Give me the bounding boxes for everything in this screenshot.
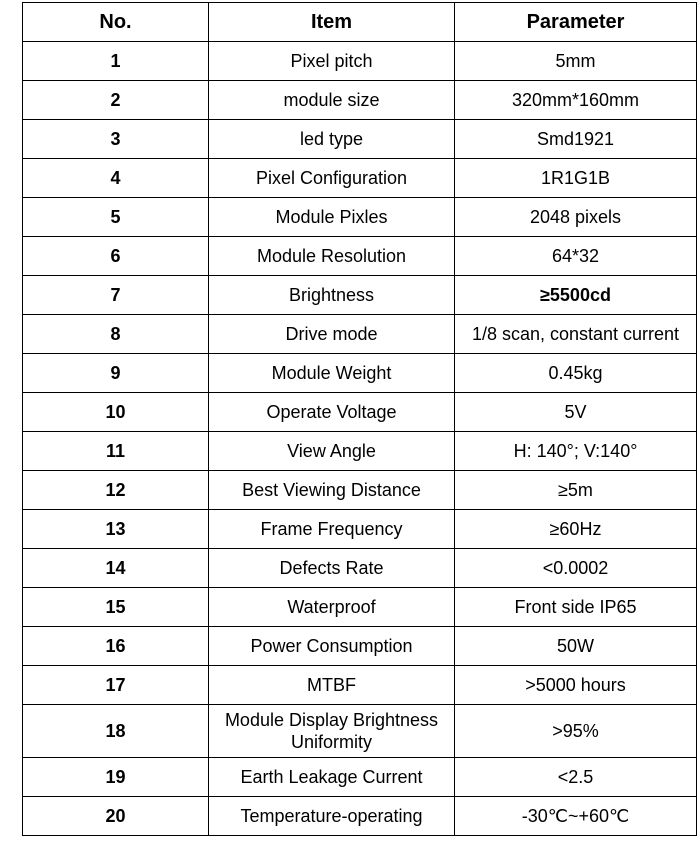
table-row [23, 797, 697, 836]
row-number: 12 [23, 471, 209, 510]
table-row [23, 588, 697, 627]
table-row [23, 315, 697, 354]
row-parameter: 5V [455, 393, 697, 432]
row-number: 11 [23, 432, 209, 471]
spec-table [22, 2, 697, 836]
row-number: 17 [23, 666, 209, 705]
row-item: View Angle [209, 432, 455, 471]
row-number: 2 [23, 81, 209, 120]
table-row [23, 549, 697, 588]
table-row [23, 198, 697, 237]
table-row [23, 432, 697, 471]
row-number: 5 [23, 198, 209, 237]
row-parameter: 0.45kg [455, 354, 697, 393]
row-parameter: 50W [455, 627, 697, 666]
row-parameter: 5mm [455, 42, 697, 81]
table-row [23, 393, 697, 432]
row-number: 15 [23, 588, 209, 627]
header-row [23, 3, 697, 42]
row-number: 19 [23, 758, 209, 797]
row-parameter: 320mm*160mm [455, 81, 697, 120]
row-number: 16 [23, 627, 209, 666]
row-number: 10 [23, 393, 209, 432]
row-item: Operate Voltage [209, 393, 455, 432]
table-row [23, 159, 697, 198]
row-item: led type [209, 120, 455, 159]
row-parameter: H: 140°; V:140° [455, 432, 697, 471]
row-item: Module Weight [209, 354, 455, 393]
table-row [23, 705, 697, 758]
header-no: No. [23, 3, 209, 42]
row-parameter: Smd1921 [455, 120, 697, 159]
table-row [23, 471, 697, 510]
row-parameter: <0.0002 [455, 549, 697, 588]
row-item: Power Consumption [209, 627, 455, 666]
row-number: 9 [23, 354, 209, 393]
row-item: Temperature-operating [209, 797, 455, 836]
row-item: Drive mode [209, 315, 455, 354]
row-parameter: 1/8 scan, constant current [455, 315, 697, 354]
row-item: Earth Leakage Current [209, 758, 455, 797]
row-parameter: ≥5500cd [455, 276, 697, 315]
row-item: MTBF [209, 666, 455, 705]
header-parameter: Parameter [455, 3, 697, 42]
row-parameter: ≥5m [455, 471, 697, 510]
row-parameter: >95% [455, 705, 697, 758]
row-item: Pixel pitch [209, 42, 455, 81]
row-parameter: ≥60Hz [455, 510, 697, 549]
table-row [23, 666, 697, 705]
header-item: Item [209, 3, 455, 42]
row-item: Defects Rate [209, 549, 455, 588]
row-item: Brightness [209, 276, 455, 315]
table-row [23, 120, 697, 159]
row-number: 1 [23, 42, 209, 81]
row-number: 6 [23, 237, 209, 276]
table-row [23, 237, 697, 276]
table-row [23, 758, 697, 797]
row-number: 8 [23, 315, 209, 354]
row-number: 4 [23, 159, 209, 198]
row-number: 13 [23, 510, 209, 549]
table-row [23, 81, 697, 120]
row-item: Best Viewing Distance [209, 471, 455, 510]
row-parameter: -30℃~+60℃ [455, 797, 697, 836]
table-row [23, 276, 697, 315]
row-item: Module Display Brightness Uniformity [209, 705, 455, 758]
row-parameter: Front side IP65 [455, 588, 697, 627]
row-number: 3 [23, 120, 209, 159]
row-parameter: 1R1G1B [455, 159, 697, 198]
row-item: Module Pixles [209, 198, 455, 237]
table-row [23, 510, 697, 549]
row-parameter: 64*32 [455, 237, 697, 276]
row-number: 18 [23, 705, 209, 758]
row-item: Module Resolution [209, 237, 455, 276]
row-item: module size [209, 81, 455, 120]
row-item: Waterproof [209, 588, 455, 627]
table-row [23, 627, 697, 666]
row-parameter: >5000 hours [455, 666, 697, 705]
row-number: 20 [23, 797, 209, 836]
row-parameter: <2.5 [455, 758, 697, 797]
row-item: Frame Frequency [209, 510, 455, 549]
row-item: Pixel Configuration [209, 159, 455, 198]
table-row [23, 42, 697, 81]
table-row [23, 354, 697, 393]
row-number: 14 [23, 549, 209, 588]
row-parameter: 2048 pixels [455, 198, 697, 237]
row-number: 7 [23, 276, 209, 315]
